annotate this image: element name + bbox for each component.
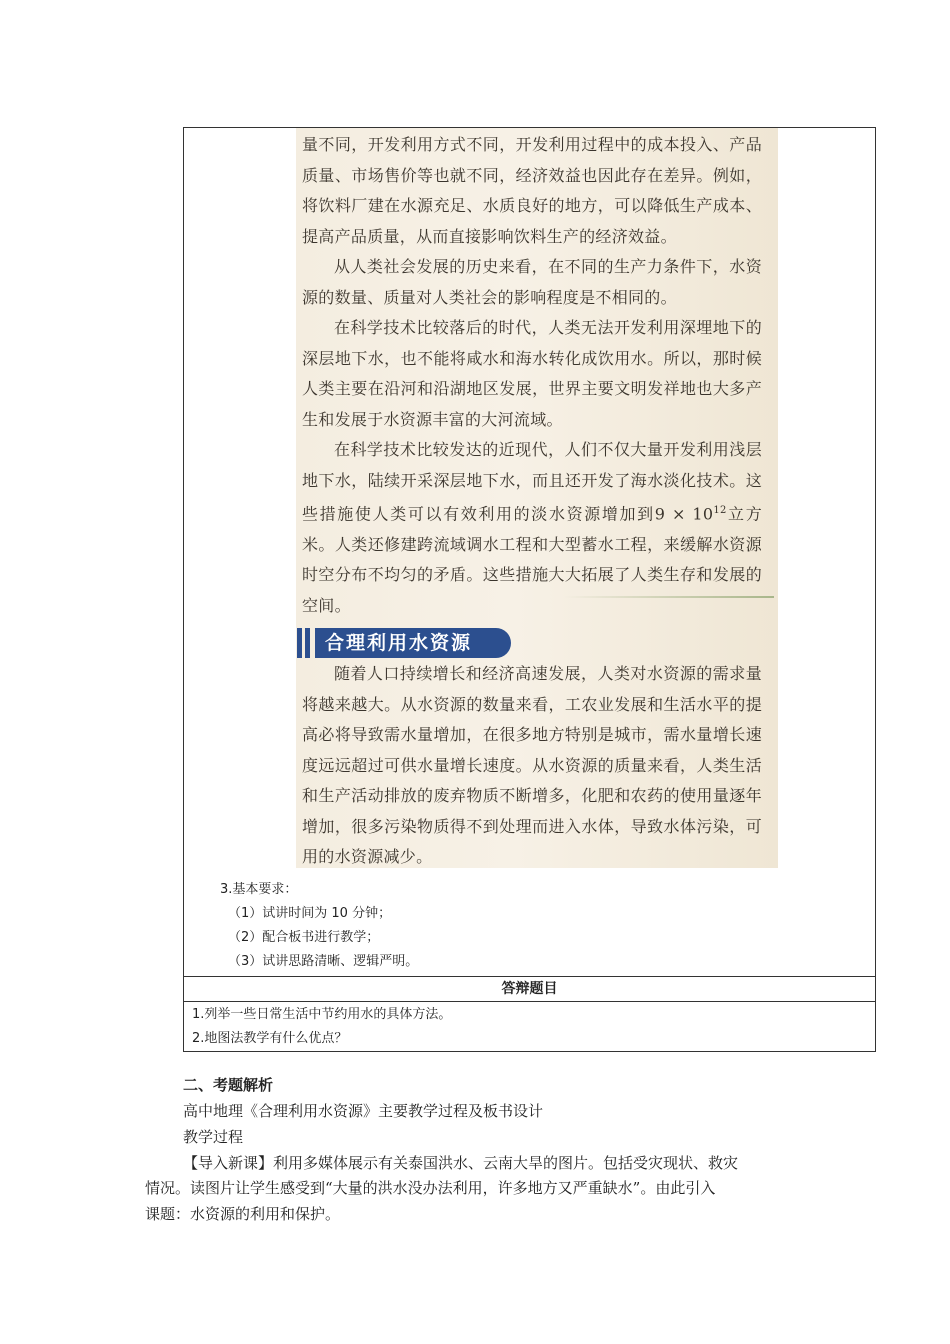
requirement-item: （2）配合板书进行教学；	[228, 930, 380, 945]
analysis-heading: 二、考题解析	[183, 1076, 274, 1094]
section-heading	[297, 628, 512, 658]
scan-paragraph: 在科学技术比较落后的时代，人类无法开发利用深埋地下的深层地下水，也不能将咸水和海水转化成饮用水。所以，那时候人类主要在沿河和沿湖地区发展，世界主要文明发祥地也大多产生和发展于水资源丰富的大河流域。	[302, 318, 762, 429]
heading-bar	[305, 628, 310, 658]
scan-divider	[564, 596, 774, 598]
basic-requirements	[220, 878, 418, 974]
heading-bar	[297, 628, 302, 658]
requirement-item: （3）试讲思路清晰、逻辑严明。	[228, 954, 419, 969]
scan-number: 9 × 10	[654, 504, 714, 524]
defense-question: 2.地图法教学有什么优点？	[192, 1031, 348, 1046]
defense-header: 答辩题目	[184, 976, 875, 1002]
material-cell	[184, 128, 875, 976]
intro-text: 课题：水资源的利用和保护。	[145, 1205, 341, 1223]
scan-paragraph	[302, 435, 762, 621]
scan-text-span: 立方米。人类还修建跨流域调水工程和大型蓄水工程，来缓解水资源时空分布不均匀的矛盾。这些措施大大拓展了人类生存和发展的空间。	[302, 504, 762, 615]
requirements-title: 3.基本要求：	[220, 882, 298, 897]
analysis-subtitle: 高中地理《合理利用水资源》主要教学过程及板书设计	[183, 1102, 544, 1120]
defense-question: 1.列举一些日常生活中节约用水的具体方法。	[192, 1007, 452, 1022]
intro-text: 【导入新课】利用多媒体展示有关泰国洪水、云南大旱的图片。包括受灾现状、救灾	[183, 1154, 739, 1172]
requirement-item: （1）试讲时间为 10 分钟；	[228, 906, 392, 921]
section-title: 合理利用水资源	[315, 628, 511, 658]
scan-paragraph: 随着人口持续增长和经济高速发展，人类对水资源的需求量将越来越大。从水资源的数量来看，工农业发展和生活水平的提高必将导致需水量增加，在很多地方特别是城市，需水量增长速度远远超过可供水量增长速度。从水资源的质量来看，人类生活和生产活动排放的废弃物质不断增多，化肥和农药的使用量逐年增加，很多污染物质得不到处理而进入水体，导致水体污染，可用的水资源减少。	[302, 664, 762, 866]
exam-table	[183, 127, 876, 1052]
scan-exponent: 12	[713, 505, 727, 516]
scan-lower-text	[302, 659, 762, 873]
scan-text-span: 在科学技术比较发达的近现代，人们不仅大量开发利用浅层地下水，陆续开采深层地下水，而且还开发了海水淡化技术。这些措施使人类可以有效利用的淡水资源增加到	[302, 440, 762, 524]
defense-questions	[184, 1001, 875, 1051]
scan-paragraph: 从人类社会发展的历史来看，在不同的生产力条件下，水资源的数量、质量对人类社会的影响程度是不相同的。	[302, 257, 762, 307]
scan-upper-text	[302, 130, 762, 621]
process-label: 教学过程	[183, 1128, 244, 1146]
scan-paragraph: 量不同，开发利用方式不同，开发利用过程中的成本投入、产品质量、市场售价等也就不同，经济效益也因此存在差异。例如，将饮料厂建在水源充足、水质良好的地方，可以降低生产成本、提高产品质量，从而直接影响饮料生产的经济效益。	[302, 135, 762, 246]
intro-text: 情况。读图片让学生感受到“大量的洪水没办法利用，许多地方又严重缺水”。由此引入	[145, 1179, 716, 1197]
